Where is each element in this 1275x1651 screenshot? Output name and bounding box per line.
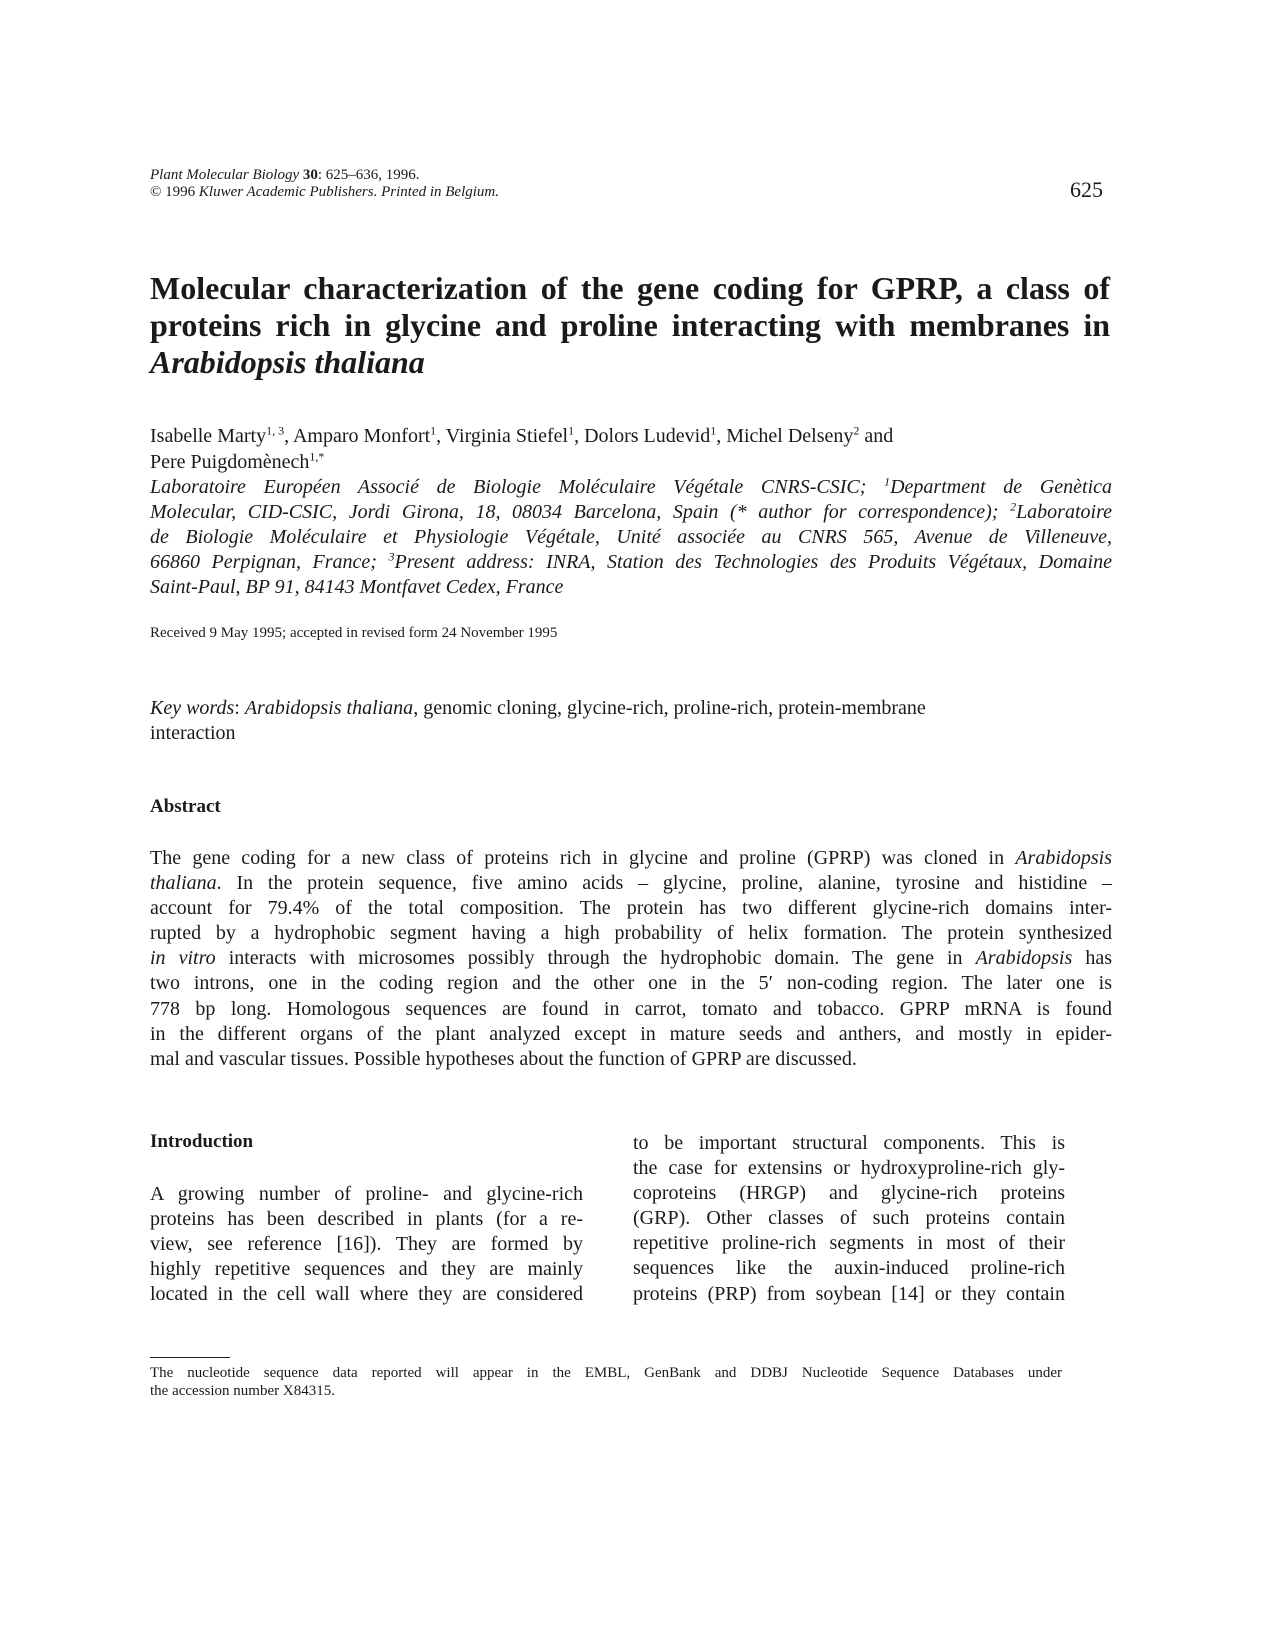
author-affil-mark: 1,* <box>309 449 325 464</box>
abstract-line: 778 bp long. Homologous sequences are found in carrot, tomato and tobacco. GPRP mRNA is found <box>150 997 1112 1020</box>
intro-line: to be important structural components. This is <box>633 1132 1065 1154</box>
author-affil-mark: 1 <box>568 423 575 438</box>
journal-line-1 <box>150 167 850 184</box>
author-affil-mark: 1 <box>710 423 717 438</box>
journal-name: Plant Molecular Biology <box>150 167 300 183</box>
introduction-heading: Introduction <box>150 1131 254 1152</box>
paper-title <box>150 270 1110 381</box>
affiliation-line <box>150 500 1112 525</box>
abstract-text: has <box>1085 947 1112 970</box>
author-affil-mark: 1, 3 <box>266 423 285 438</box>
author-list <box>150 423 1105 475</box>
author-name: , Amparo Monfort <box>284 425 431 447</box>
author-name: Pere Puigdomènech <box>150 451 310 473</box>
affiliation-line: Saint-Paul, BP 91, 84143 Montfavet Cedex, France <box>150 576 564 598</box>
keywords-label: Key words <box>150 697 235 719</box>
abstract-text: The gene coding for a new class of proteins rich in glycine and proline (GPRP) was cloned in <box>150 847 1005 869</box>
abstract-text: . In the protein sequence, five amino acids – glycine, proline, alanine, tyrosine and histidine – <box>216 872 1112 895</box>
abstract-heading: Abstract <box>150 796 221 817</box>
abstract-species: Arabidopsis <box>975 947 1073 970</box>
affiliation-text: Present address: INRA, Station des Technologies des Produits Végétaux, Domaine <box>394 551 1112 573</box>
keyword-species: Arabidopsis thaliana <box>244 697 414 719</box>
affiliations <box>150 475 1112 600</box>
affiliation-line: de Biologie Moléculaire et Physiologie Végétale, Unité associée au CNRS 565, Avenue de Villeneuve, <box>150 526 1112 548</box>
footnote-rule <box>150 1357 230 1358</box>
intro-line: A growing number of proline- and glycine-rich <box>150 1183 583 1205</box>
abstract-line <box>150 946 1112 971</box>
affiliation-text: Molecular, CID-CSIC, Jordi Girona, 18, 08034 Barcelona, Spain (* author for correspondence); <box>150 501 999 523</box>
author-name: , Virginia Stiefel <box>436 425 569 447</box>
affil-mark: 3 <box>388 549 395 564</box>
abstract-line: in the different organs of the plant analyzed except in mature seeds and anthers, and mostly in epider- <box>150 1022 1112 1045</box>
author-name: , Michel Delseny <box>716 425 854 447</box>
affiliation-text: Department de Genètica <box>890 476 1113 498</box>
abstract-species: Arabidopsis <box>1015 847 1112 869</box>
introduction-column-right <box>633 1131 1065 1307</box>
intro-line: coproteins (HRGP) and glycine-rich proteins <box>633 1182 1065 1205</box>
abstract-line <box>150 871 1112 896</box>
abstract-line <box>150 846 1112 871</box>
copyright: © 1996 <box>150 184 196 200</box>
footnote-line: The nucleotide sequence data reported will appear in the EMBL, GenBank and DDBJ Nucleotide Sequence Databases under <box>150 1365 1062 1381</box>
journal-pages: : 625–636, 1996. <box>317 167 420 183</box>
author-name: Isabelle Marty <box>150 425 267 447</box>
keywords <box>150 696 1105 746</box>
abstract-line: rupted by a hydrophobic segment having a high probability of helix formation. The protein synthesized <box>150 922 1112 945</box>
intro-line: sequences like the auxin-induced proline-rich <box>633 1257 1065 1280</box>
author-affil-mark: 2 <box>853 423 860 438</box>
intro-line: located in the cell wall where they are considered <box>150 1283 583 1306</box>
affil-mark: 2 <box>1010 499 1017 514</box>
abstract-line: account for 79.4% of the total composition. The protein has two different glycine-rich domains inter- <box>150 897 1112 920</box>
abstract-line: two introns, one in the coding region and the other one in the 5′ non-coding region. The later one is <box>150 972 1112 995</box>
author-affil-mark: 1 <box>430 423 437 438</box>
intro-line: (GRP). Other classes of such proteins contain <box>633 1207 1065 1230</box>
received-dates: Received 9 May 1995; accepted in revised form 24 November 1995 <box>150 625 558 641</box>
abstract-line: mal and vascular tissues. Possible hypotheses about the function of GPRP are discussed. <box>150 1047 857 1070</box>
footnote <box>150 1364 1062 1400</box>
authors-line-1 <box>150 423 1105 449</box>
keywords-colon: : <box>234 697 240 719</box>
footnote-line: the accession number X84315. <box>150 1383 335 1399</box>
keywords-text: , genomic cloning, glycine-rich, proline-rich, protein-membrane <box>413 697 926 719</box>
affiliation-text: 66860 Perpignan, France; <box>150 551 377 573</box>
journal-citation <box>150 167 850 201</box>
intro-line: highly repetitive sequences and they are mainly <box>150 1258 583 1281</box>
affiliation-text: Laboratoire Européen Associé de Biologie Moléculaire Végétale CNRS-CSIC; <box>150 476 867 498</box>
author-conjunction: and <box>859 425 894 447</box>
introduction-column-left <box>150 1182 583 1307</box>
abstract-text: interacts with microsomes possibly through the hydrophobic domain. The gene in <box>228 947 963 970</box>
affiliation-text: Laboratoire <box>1016 501 1112 523</box>
affiliation-line <box>150 475 1112 500</box>
intro-line: view, see reference [16]). They are formed by <box>150 1233 583 1256</box>
abstract-italic: in vitro <box>150 947 216 970</box>
title-line-3: Arabidopsis thaliana <box>150 344 425 380</box>
abstract-body <box>150 846 1112 1072</box>
journal-line-2 <box>150 184 850 201</box>
keywords-line-1 <box>150 696 1105 721</box>
page-number: 625 <box>1070 177 1103 202</box>
affil-mark: 1 <box>884 474 891 489</box>
abstract-species: thaliana <box>150 872 217 895</box>
authors-line-2 <box>150 449 1105 475</box>
title-line-2: proteins rich in glycine and proline interacting with membranes in <box>150 307 1110 343</box>
keywords-line-2: interaction <box>150 722 236 744</box>
title-line-1: Molecular characterization of the gene coding for GPRP, a class of <box>150 270 1110 306</box>
affiliation-line <box>150 550 1112 575</box>
publisher: Kluwer Academic Publishers. Printed in Belgium. <box>198 184 500 200</box>
journal-volume: 30 <box>302 167 318 183</box>
intro-line: proteins (PRP) from soybean [14] or they contain <box>633 1282 1065 1305</box>
intro-line: the case for extensins or hydroxyproline-rich gly- <box>633 1157 1065 1180</box>
author-name: , Dolors Ludevid <box>574 425 711 447</box>
intro-line: proteins has been described in plants (for a re- <box>150 1208 583 1231</box>
intro-line: repetitive proline-rich segments in most of their <box>633 1232 1065 1255</box>
